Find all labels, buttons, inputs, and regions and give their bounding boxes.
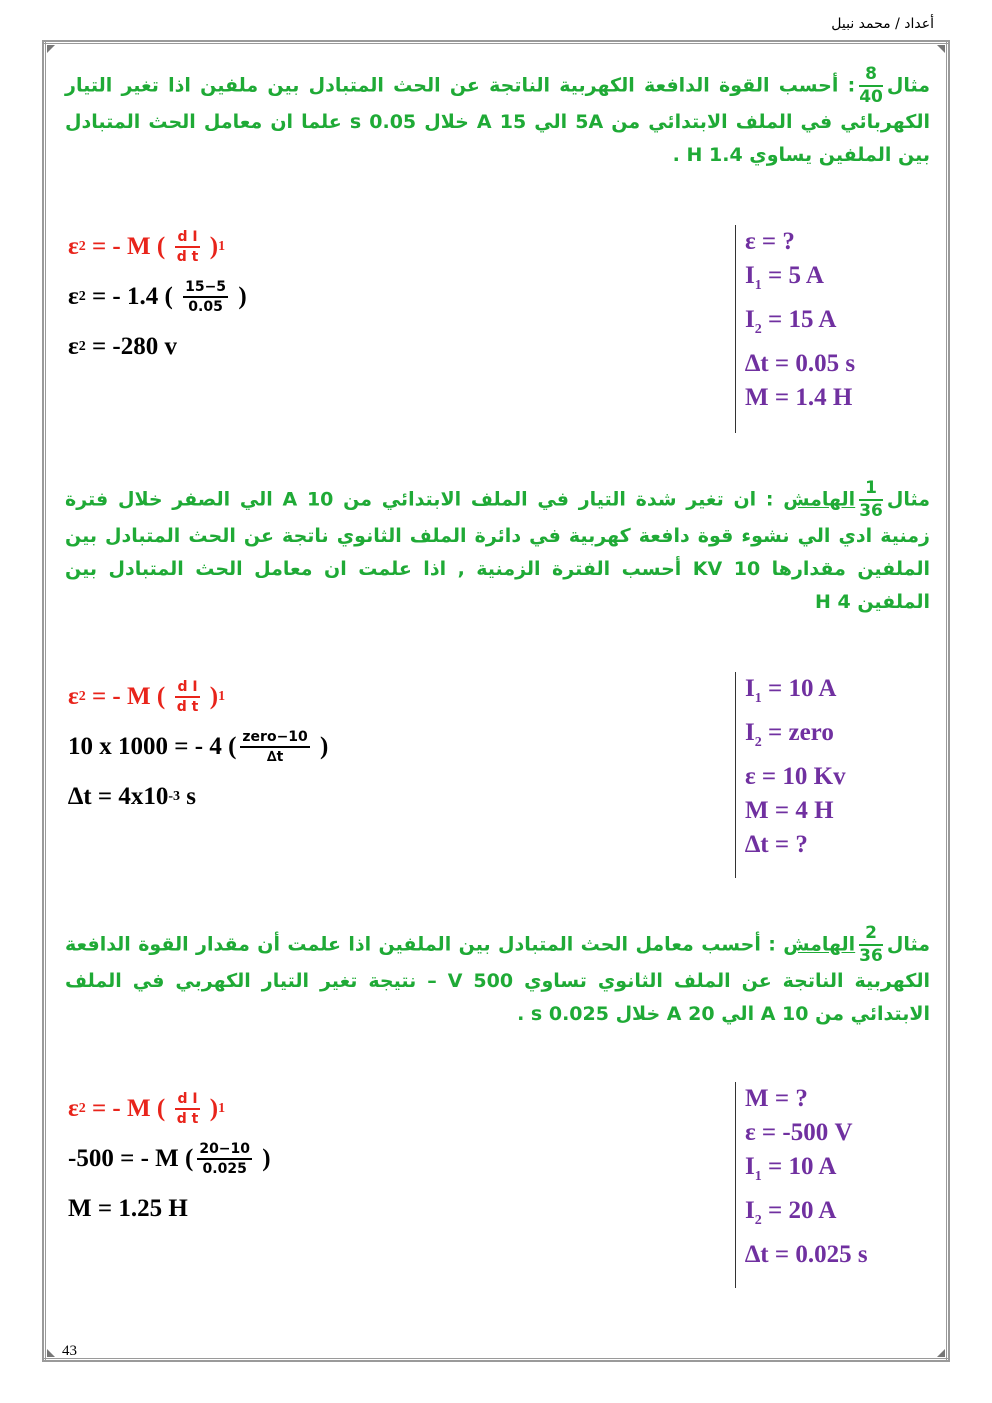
given-item: M = 4 H bbox=[745, 797, 834, 824]
given-item: $I_1 = 10$ A bbox=[745, 675, 837, 706]
page-number: 43 bbox=[62, 1343, 77, 1359]
question-text: : ان تغير شدة التيار في الملف الابتدائي من 10 A الي الصفر خلال فترة زمنية ادي الي نشوء قوة دافعة كهربية في دائرة الملف الثانوي ناتجة عن الحث المتبادل بين الملفين مقدارها 10 KV أحسب الفترة الزمنية , اذا علمت ان معامل الحث المتبادل بين الملفين 4 H bbox=[65, 488, 930, 613]
solution-line: 10 x 1000 = - 4 ( $\frac{\text{zero−10}}{\Delta t}$ ) bbox=[68, 729, 329, 765]
given-item: ∆t = 0.05 s bbox=[745, 350, 856, 377]
formula-fraction: $\frac{15-5}{0.05}$ bbox=[185, 279, 227, 315]
given-values bbox=[735, 672, 846, 878]
solution-line: ∆t = 4x10 -3 s bbox=[68, 783, 197, 810]
given-item: ∆t = 0.025 s bbox=[745, 1241, 868, 1268]
example-label: مثال bbox=[886, 74, 930, 97]
given-item: ε = ? bbox=[745, 228, 795, 255]
formula-fraction: $\frac{\text{d I}}{\text{d t}}$ bbox=[176, 229, 199, 265]
solution-line: ε 2 = - 1.4 ( $\frac{15-5}{0.05}$ ) bbox=[68, 279, 247, 315]
example-number-fraction: $\frac{2}{36}$ bbox=[859, 923, 883, 966]
solution-line: ε 2 = -280 v bbox=[68, 333, 178, 360]
example-number-fraction: $\frac{8}{40}$ bbox=[859, 64, 883, 107]
given-item: ε = -500 V bbox=[745, 1119, 853, 1146]
question-text: : أحسب القوة الدافعة الكهربية الناتجة عن الحث المتبادل بين ملفين اذا تغير التيار الكهربائي في الملف الابتدائي من 5A الي 15 A خلال 0.05 s علما ان معامل الحث المتبادل بين الملفين يساوي 1.4 H . bbox=[65, 74, 930, 166]
given-item: ε = 10 Kv bbox=[745, 763, 846, 790]
solution-line: ε 2 = - M ( $\frac{\text{d I}}{\text{d t}}$ ) 1 bbox=[68, 229, 226, 265]
given-item: $I_2 = 20$ A bbox=[745, 1197, 837, 1228]
example-question bbox=[65, 66, 930, 172]
given-item: M = ? bbox=[745, 1085, 808, 1112]
solution-steps bbox=[68, 1084, 271, 1234]
given-item: $I_2 = 15$ A bbox=[745, 306, 837, 337]
margin-tag: الهامش bbox=[783, 488, 856, 511]
given-item: M = 1.4 H bbox=[745, 384, 853, 411]
given-values bbox=[735, 225, 855, 433]
given-values bbox=[735, 1082, 868, 1288]
given-item: $I_2$ = zero bbox=[745, 719, 834, 750]
formula-fraction: $\frac{\text{d I}}{\text{d t}}$ bbox=[176, 1091, 199, 1127]
solution-steps bbox=[68, 672, 328, 822]
given-item: $I_1 = 10$ A bbox=[745, 1153, 837, 1184]
example-question bbox=[65, 480, 930, 619]
author-credit: أعداد / محمد نبيل bbox=[831, 16, 934, 32]
given-item: ∆t = ? bbox=[745, 831, 808, 858]
solution-line: ε 2 = - M ( $\frac{\text{d I}}{\text{d t}}$ ) 1 bbox=[68, 679, 226, 715]
example-label: مثال bbox=[886, 488, 930, 511]
example-number-fraction: $\frac{1}{36}$ bbox=[859, 478, 883, 521]
question-text: : أحسب معامل الحث المتبادل بين الملفين اذا علمت أن مقدار القوة الدافعة الكهربية الناتجة عن الملف الثانوي تساوي 500 V – نتيجة تغير التيار الكهربي في الملف الابتدائي من 10 A الي 20 A خلال 0.025 s . bbox=[65, 933, 930, 1025]
given-item: $I_1 = 5$ A bbox=[745, 262, 824, 293]
formula-fraction: $\frac{\text{zero−10}}{\Delta t}$ bbox=[242, 729, 308, 765]
example-question bbox=[65, 925, 930, 1031]
formula-fraction: $\frac{\text{d I}}{\text{d t}}$ bbox=[176, 679, 199, 715]
solution-steps bbox=[68, 222, 247, 372]
solution-line: -500 = - M ( $\frac{20-10}{0.025}$ ) bbox=[68, 1141, 271, 1177]
formula-fraction: $\frac{20-10}{0.025}$ bbox=[199, 1141, 251, 1177]
solution-line: M = 1.25 H bbox=[68, 1195, 188, 1222]
example-label: مثال bbox=[886, 933, 930, 956]
margin-tag: الهامش bbox=[783, 933, 856, 956]
solution-line: ε 2 = - M ( $\frac{\text{d I}}{\text{d t}}$ ) 1 bbox=[68, 1091, 226, 1127]
